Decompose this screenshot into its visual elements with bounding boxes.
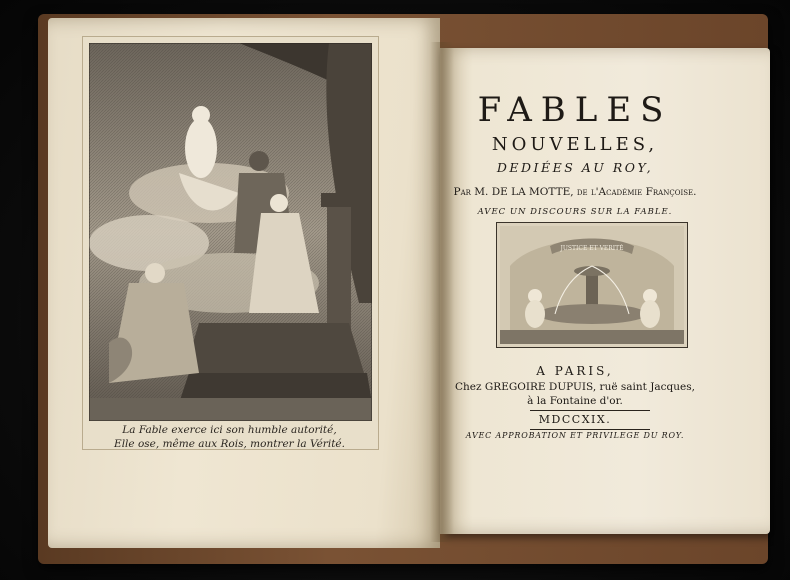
book-subtitle: NOUVELLES,: [491, 134, 659, 155]
frontispiece-caption-line-1: La Fable exerce ici son humble autorité,: [122, 424, 337, 436]
imprint-date: MDCCXIX.: [538, 413, 612, 426]
privilege-line: AVEC APPROBATION ET PRIVILEGE DU ROY.: [465, 431, 685, 440]
vignette-banner: JUSTICE ET VERITÉ: [560, 245, 624, 252]
imprint-publisher: Chez GREGOIRE DUPUIS, ruë saint Jacques,: [455, 381, 695, 393]
rule-top: [530, 410, 650, 411]
dedication: DEDIÉES AU ROY,: [496, 160, 654, 175]
book-title: FABLES: [477, 90, 673, 130]
imprint-place: A PARIS,: [536, 364, 614, 378]
frontispiece-caption-line-2: Elle ose, même aux Rois, montrer la Vérité.: [114, 438, 345, 450]
frontispiece-engraving: [82, 36, 379, 450]
rule-bottom: [530, 429, 650, 430]
author-line: Par M. DE LA MOTTE, de l'Académie Françoise.: [453, 186, 697, 198]
imprint-address: à la Fontaine d'or.: [527, 395, 623, 407]
discourse-line: AVEC UN DISCOURS SUR LA FABLE.: [477, 207, 673, 217]
fountain-vignette: [496, 222, 688, 348]
